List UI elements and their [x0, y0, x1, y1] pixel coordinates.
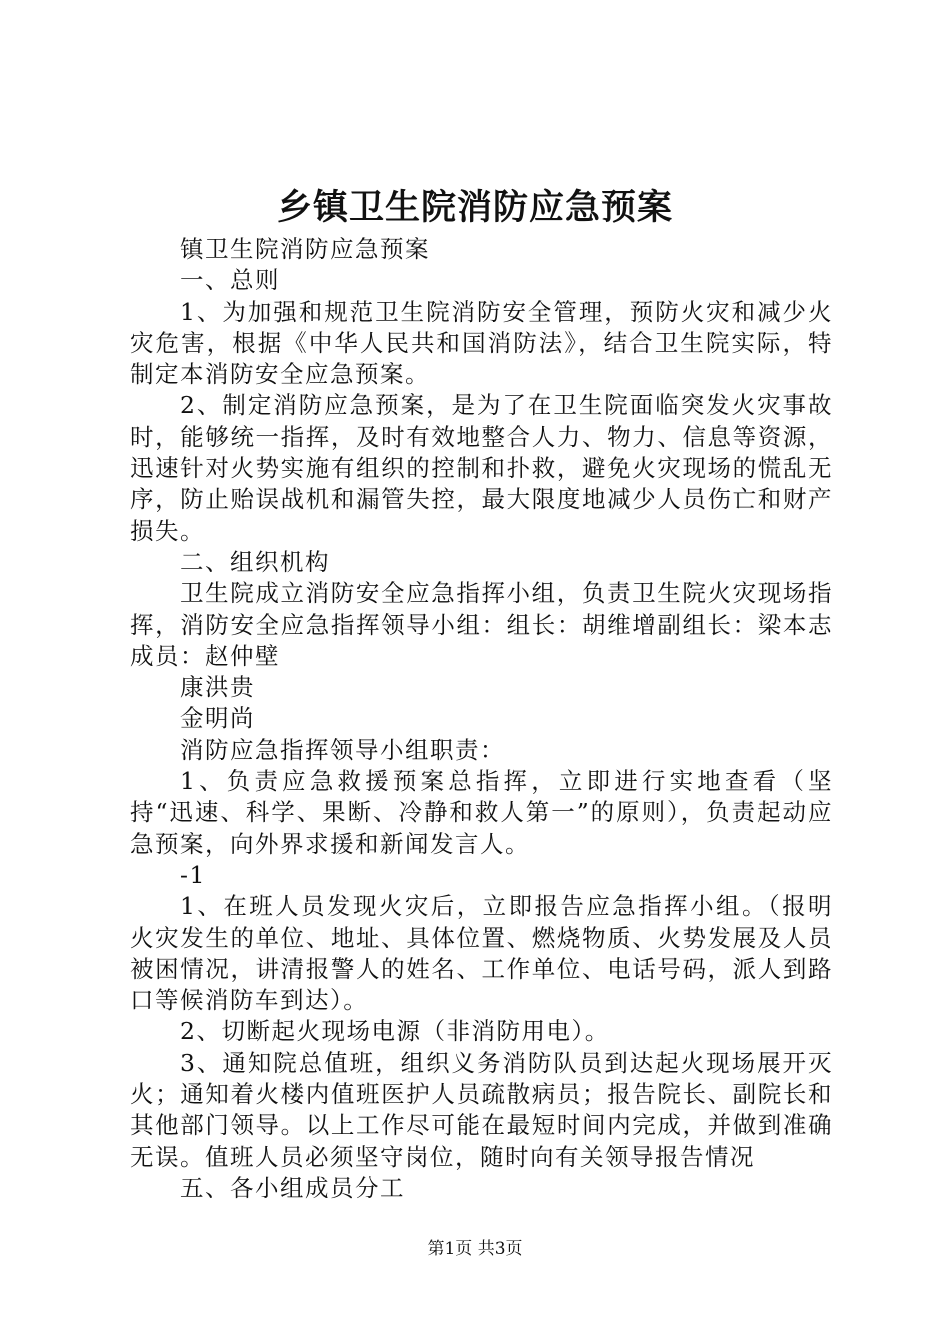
- subtitle-paragraph: 镇卫生院消防应急预案: [180, 235, 430, 263]
- paragraph: 2、制定消防应急预案，是为了在卫生院面临突发火灾事故时，能够统一指挥，及时有效地整合人力、物力、信息等资源，迅速针对火势实施有组织的控制和扑救，避免火灾现场的慌乱无序，防止贻误战机和漏管失控，最大限度地减少人员伤亡和财产损失。: [130, 391, 833, 545]
- member-name: 金明尚: [180, 704, 255, 733]
- paragraph: 2、切断起火现场电源（非消防用电）。: [180, 1017, 610, 1046]
- member-name: 康洪贵: [180, 673, 255, 702]
- section-heading-organization: 二、组织机构: [180, 547, 330, 576]
- page-footer: 第1页 共3页: [427, 1239, 523, 1259]
- paragraph: 3、通知院总值班，组织义务消防队员到达起火现场展开灭火；通知着火楼内值班医护人员疏散病员；报告院长、副院长和其他部门领导。以上工作尽可能在最短时间内完成，并做到准确无误。值班人员必须坚守岗位，随时向有关领导报告情况: [130, 1048, 833, 1171]
- document-title: 乡镇卫生院消防应急预案: [276, 187, 673, 228]
- document-body: [130, 234, 833, 1204]
- section-heading-assignments: 五、各小组成员分工: [180, 1173, 405, 1202]
- paragraph: -1: [180, 860, 206, 889]
- paragraph: 1、在班人员发现火灾后，立即报告应急指挥小组。（报明火灾发生的单位、地址、具体位置、燃烧物质、火势发展及人员被困情况，讲清报警人的姓名、工作单位、电话号码，派人到路口等候消防车到达）。: [130, 892, 833, 1015]
- paragraph: 1、为加强和规范卫生院消防安全管理，预防火灾和减少火灾危害，根据《中华人民共和国消防法》，结合卫生院实际，特制定本消防安全应急预案。: [130, 297, 833, 389]
- paragraph: 卫生院成立消防安全应急指挥小组，负责卫生院火灾现场指挥，消防安全应急指挥领导小组：组长：胡维增副组长：梁本志成员：赵仲壁: [130, 579, 833, 670]
- section-heading-general: 一、总则: [180, 266, 280, 295]
- paragraph: 1、负责应急救援预案总指挥，立即进行实地查看（坚持“迅速、科学、果断、冷静和救人第一”的原则），负责起动应急预案，向外界求援和新闻发言人。: [130, 767, 833, 858]
- paragraph: 消防应急指挥领导小组职责：: [180, 735, 505, 764]
